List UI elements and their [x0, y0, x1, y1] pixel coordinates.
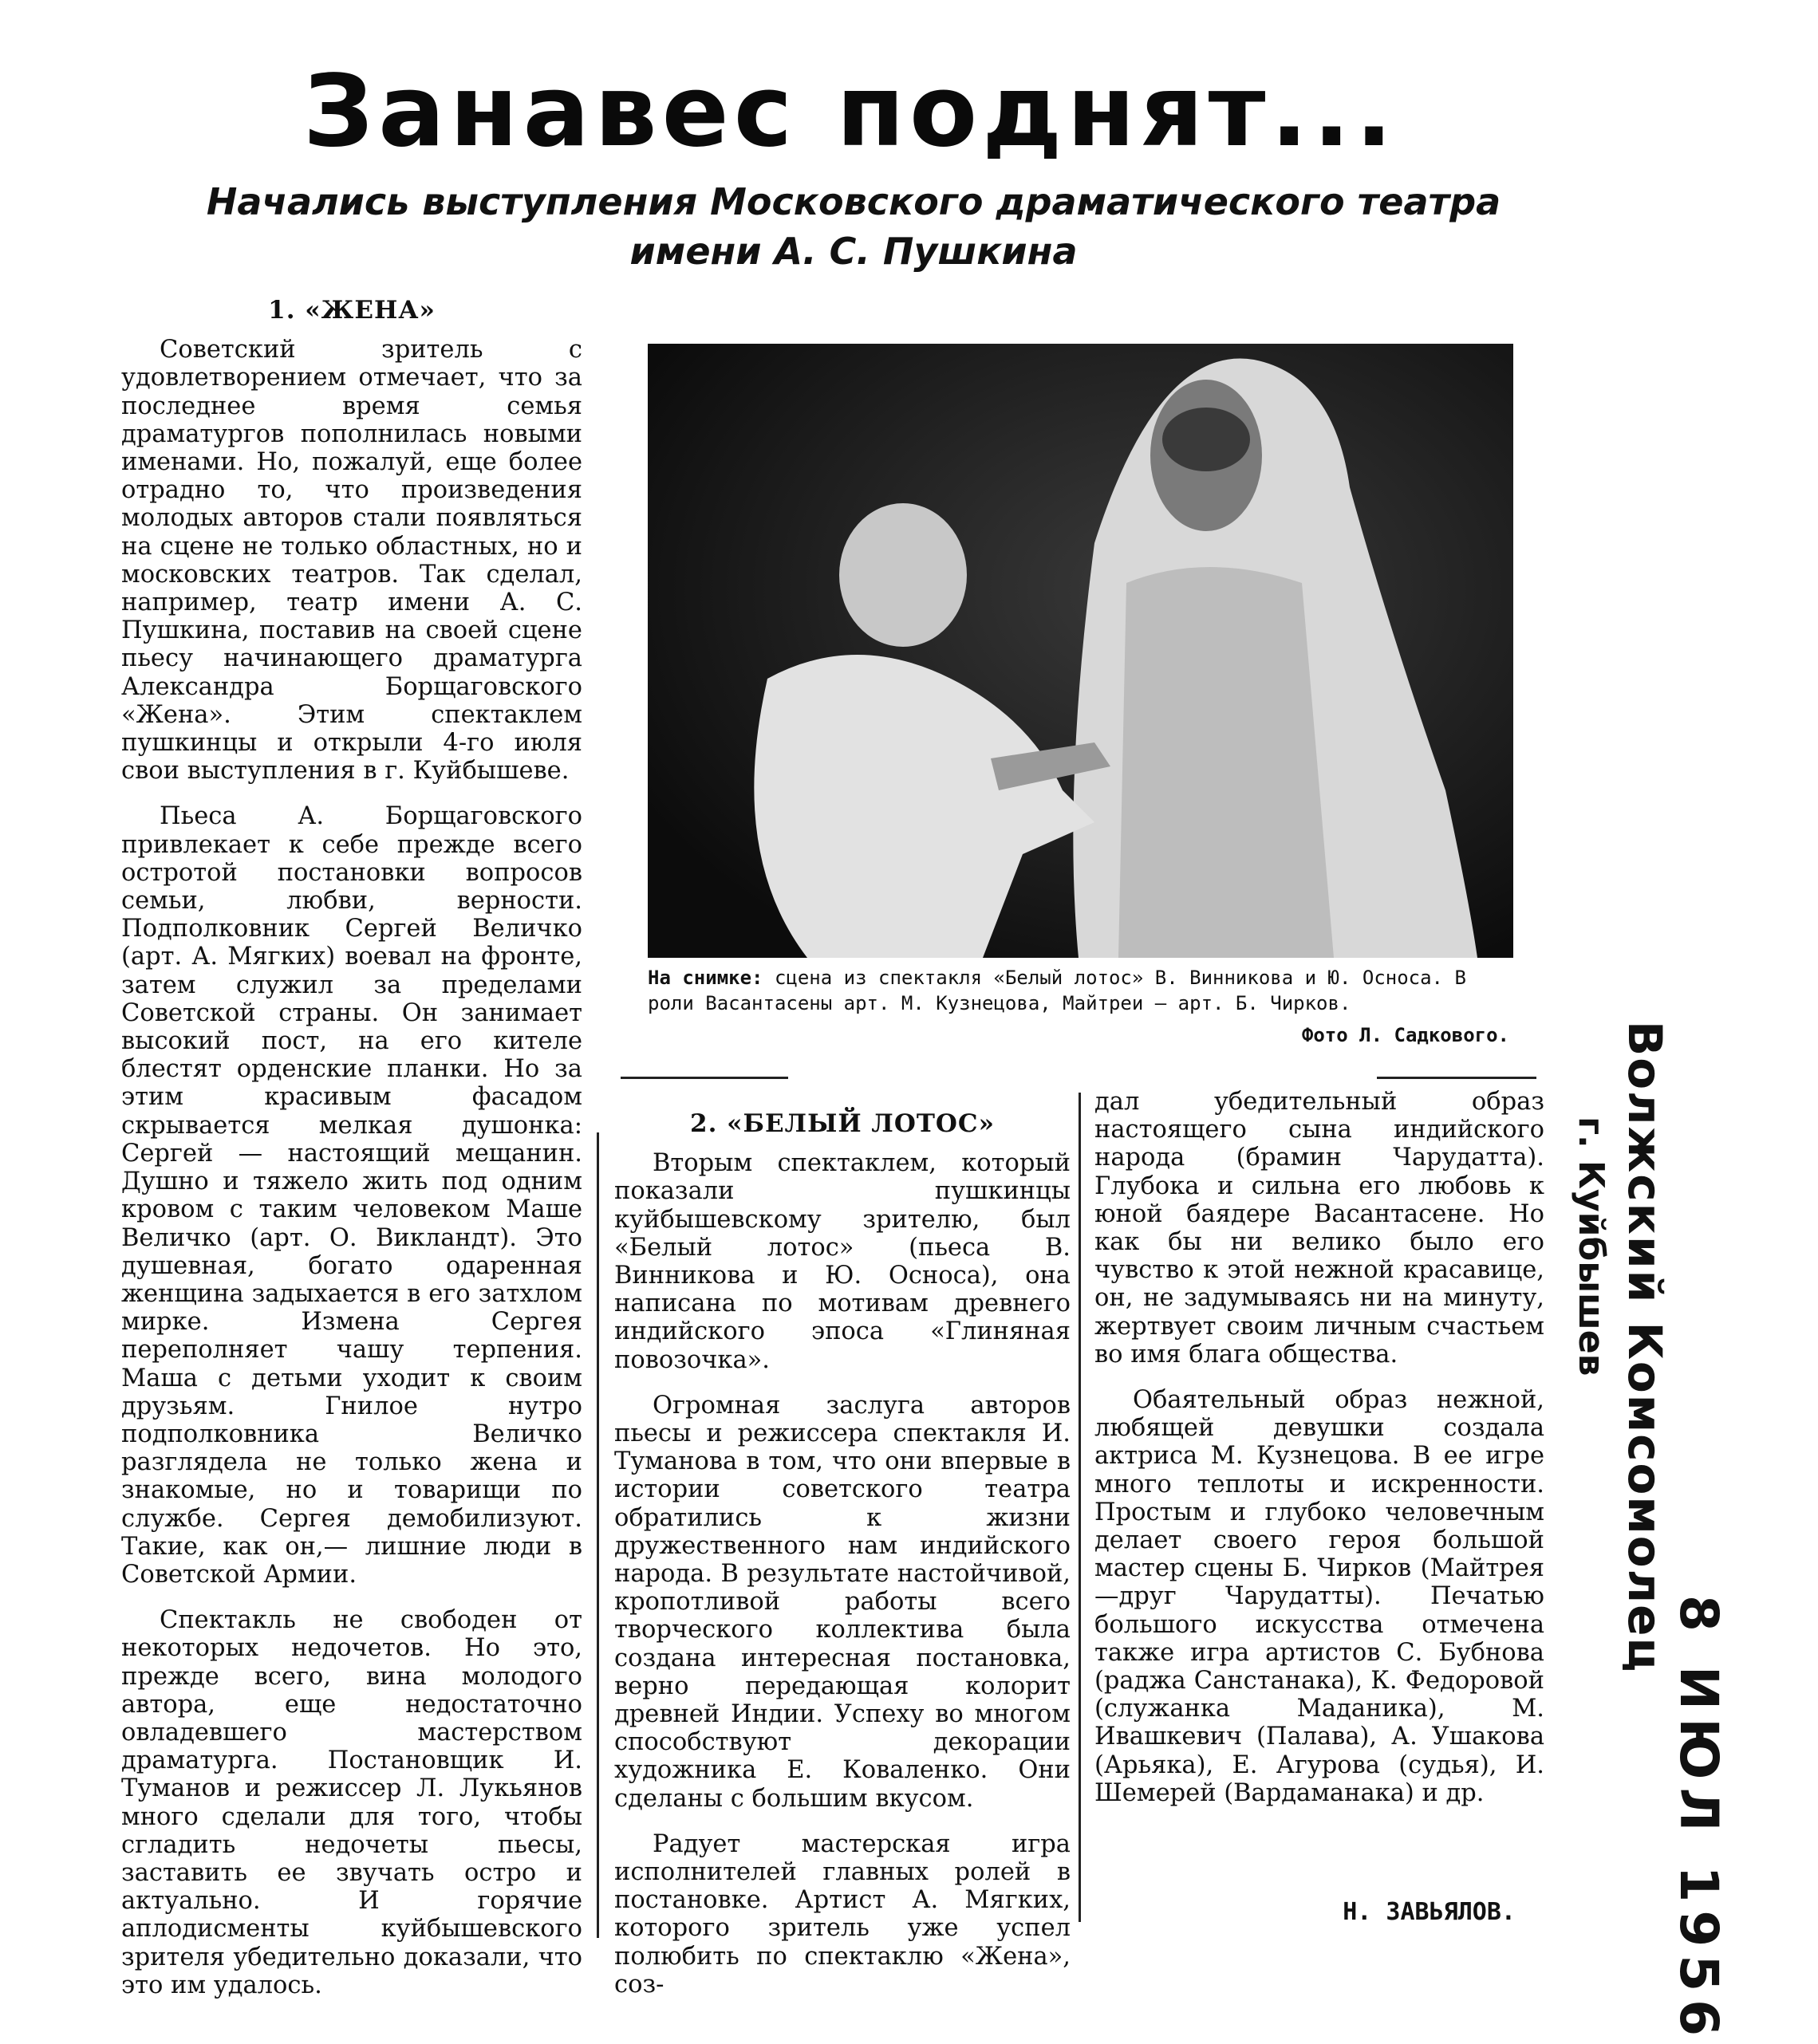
- paragraph: Огромная заслуга авторов пьесы и режиссера спектакля И. Туманова в том, что они впервые в истории советского театра обратились к жизни дружественного нам индийского народа. В результате настойчивой, кропотливой работы всего творческого коллектива была создана интересная постановка, верно передающая колорит древней Индии. Успеху во многом способствуют декорации художника Е. Коваленко. Они сделаны с большим вкусом.: [614, 1391, 1071, 1813]
- paragraph: Спектакль не свободен от некоторых недочетов. Но это, прежде всего, вина молодого автора, еще недостаточно овладевшего мастерством драматурга. Постановщик И. Туманов и режиссер Л. Лукьянов много сделали для того, чтобы сгладить недочеты пьесы, заставить ее звучать остро и актуально. И горячие аплодисменты куйбышевского зрителя убедительно доказали, что это им удалось.: [121, 1606, 582, 1999]
- section-divider: [621, 1077, 788, 1079]
- section-title-white-lotus: 2. «БЕЛЫЙ ЛОТОС»: [690, 1109, 995, 1138]
- paragraph: Советский зритель с удовлетворением отмечает, что за последнее время семья драматургов пополнилась новыми именами. Но, пожалуй, еще более отрадно то, что произведения молодых авторов стали появляться на сцене не только областных, но и московских театров. Так сделал, например, театр имени А. С. Пушкина, поставив на своей сцене пьесу начинающего драматурга Александра Борщаговского «Жена». Этим спектаклем пушкинцы и открыли 4-го июля свои выступления в г. Куйбышеве.: [121, 336, 582, 786]
- section-title-wife: 1. «ЖЕНА»: [268, 296, 436, 325]
- caption-lead: На снимке:: [648, 967, 763, 989]
- clipping-date: 8 ИЮЛ 1956: [1668, 1595, 1729, 2044]
- column-white-lotus-2: [1094, 1088, 1544, 1807]
- paragraph: Пьеса А. Борщаговского привлекает к себе прежде всего остротой постановки вопросов семьи, любви, верности. Подполковник Сергей Величко (арт. А. Мягких) воевал на фронте, затем служил за пределами Советской страны. Он занимает высокий пост, на его кителе блестят орденские планки. Но за этим красивым фасадом скрывается мелкая душонка: Сергей — настоящий мещанин. Душно и тяжело жить под одним кровом с таким человеком Маше Величко (арт. О. Викландт). Это душевная, богато одаренная женщина задыхается в его затхлом мирке. Измена Сергея переполняет чашу терпения. Маша с детьми уходит к своим друзьям. Гнилое нутро подполковника Величко разглядела не только жена и знакомые, но и товарищи по службе. Сергея демобилизуют. Такие, как он,— лишние люди в Советской Армии.: [121, 802, 582, 1589]
- column-white-lotus-1: [614, 1110, 1071, 1999]
- column-divider: [597, 1132, 599, 1938]
- paragraph: Вторым спектаклем, который показали пушкинцы куйбышевскому зрителю, был «Белый лотос» (пьеса В. Винникова и Ю. Осноса), она написана по мотивам древнего индийского эпоса «Глиняная повозочка».: [614, 1149, 1071, 1374]
- subheadline-line-1: Начались выступления Московского драматического театра: [206, 180, 1501, 223]
- clipping-city: г. Куйбышев: [1571, 1117, 1611, 1376]
- author-signature: Н. ЗАВЬЯЛОВ.: [1343, 1898, 1516, 1926]
- headline: Занавес поднят...: [303, 54, 1398, 169]
- section-divider: [1377, 1077, 1536, 1079]
- paragraph: дал убедительный образ настоящего сына индийского народа (брамин Чарудатта). Глубока и сильна его любовь к юной баядере Васантасене. Но как бы ни велико было его чувство к этой нежной красавице, он, не задумываясь ни на минуту, жертвует своим личным счастьем во имя блага общества.: [1094, 1088, 1544, 1369]
- stage-photo: [648, 344, 1513, 958]
- subheadline-line-2: имени А. С. Пушкина: [629, 230, 1078, 273]
- column-divider: [1079, 1093, 1081, 1922]
- photo-caption: [648, 965, 1509, 1048]
- caption-text: сцена из спектакля «Белый лотос» В. Винникова и Ю. Осноса. В роли Васантасены арт. М. Кузнецова, Майтреи — арт. Б. Чирков.: [648, 967, 1466, 1014]
- photo-credit: Фото Л. Садкового.: [1301, 1024, 1509, 1046]
- stage-scene-image: [648, 344, 1513, 958]
- clipping-newspaper-name: Волжский Комсомолец: [1618, 1021, 1672, 1674]
- paragraph: Обаятельный образ нежной, любящей девушки создала актриса М. Кузнецова. В ее игре много теплоты и искренности. Простым и глубоко человечным делает своего героя большой мастер сцены Б. Чирков (Майтрея —друг Чарудатты). Печатью большого искусства отмечена также игра артистов С. Бубнова (раджа Санстанака), К. Федоровой (служанка Маданика), М. Ивашкевич (Палава), А. Ушакова (Арьяка), Е. Агурова (судья), И. Шемерей (Вардаманака) и др.: [1094, 1386, 1544, 1807]
- paragraph: Радует мастерская игра исполнителей главных ролей в постановке. Артист А. Мягких, которого зритель уже успел полюбить по спектаклю «Жена», соз-: [614, 1829, 1071, 1999]
- column-wife: [121, 297, 582, 1999]
- subheadline: [199, 177, 1508, 276]
